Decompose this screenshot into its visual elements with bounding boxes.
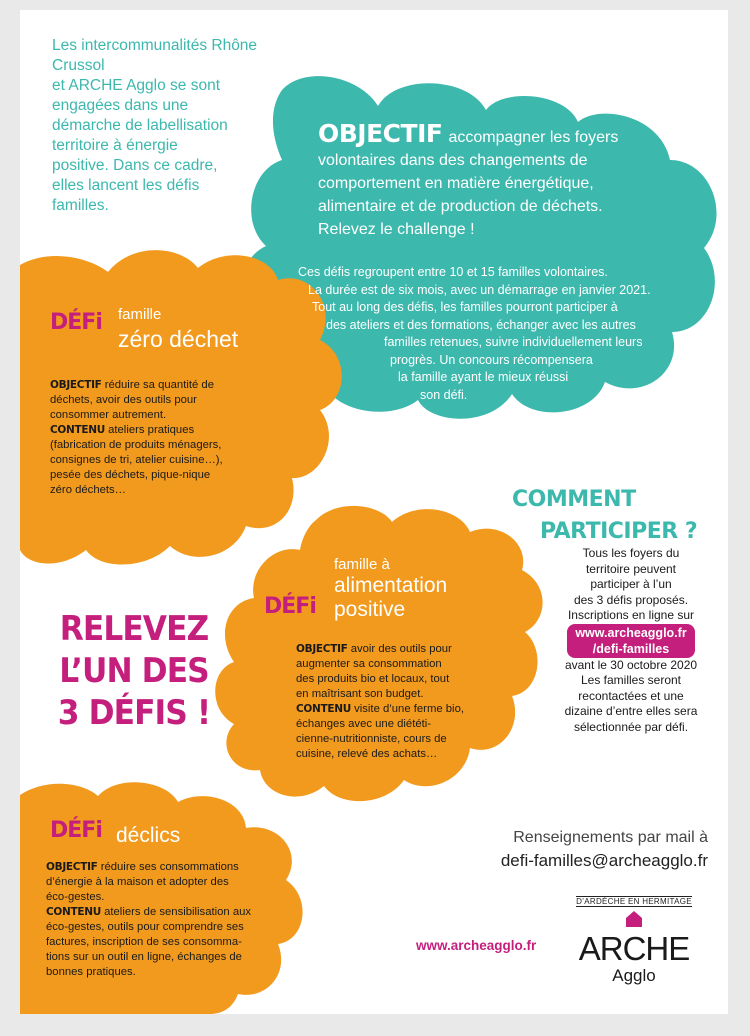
relevez-line: 3 DÉFIS ! [57,693,211,733]
intro-line: engagées dans une [52,97,189,114]
card-line: ateliers de sensibilisation aux [100,906,252,918]
poster-page [20,10,728,1014]
inscription-link-line: www.archeagglo.fr [575,625,687,640]
card-line: cienne-nutritionniste, cours de [296,733,447,745]
card-line: bonnes pratiques. [46,966,136,978]
label-contenu: CONTENU [50,424,105,436]
card-line: pesée des déchets, pique-nique [50,469,211,481]
defi-alim-name2: positive [334,598,406,621]
card-line: en maîtrisant son budget. [296,688,424,700]
comment-title-line: COMMENT [512,487,636,512]
defi-declics-text [46,860,298,980]
intro-line: démarche de labellisation [52,117,228,134]
contact-block [440,826,708,872]
card-line: réduire sa quantité de [101,379,214,391]
defi-alim-name1: alimentation [334,574,448,597]
details-line: Ces défis regroupent entre 10 et 15 familles volontaires. [298,265,608,279]
logo-agglo: Agglo [612,966,656,985]
relevez-line: RELEVEZ [59,609,209,649]
comment-title-line: PARTICIPER ? [540,519,698,544]
objectif-line: alimentaire et de production de déchets. [318,198,603,215]
relevez-heading [42,608,226,734]
comment-line: recontactées et une [578,688,684,703]
card-line: (fabrication de produits ménagers, [50,439,222,451]
logo-house-icon [624,908,644,928]
details-line: La durée est de six mois, avec un démarrage en janvier 2021. [308,282,651,297]
defi-alim-text [296,642,496,762]
label-contenu: CONTENU [296,703,351,715]
card-line: zéro déchets… [50,484,126,496]
inscription-link[interactable] [567,624,694,658]
card-line: factures, inscription de ses consomma- [46,936,242,948]
card-line: réduire ses consommations [97,861,239,873]
comment-participer-text [546,546,716,735]
objectif-line: volontaires dans des changements de [318,152,588,169]
defi-declics-name: déclics [116,824,181,847]
defi-zero-tag: DÉFi [50,310,102,335]
card-line: ateliers pratiques [104,424,195,436]
defi-alim-famille: famille à [334,556,390,573]
objectif-line: accompagner les foyers [448,129,619,146]
details-line: progrès. Un concours récompensera [390,352,593,367]
comment-line: Les familles seront [580,673,682,687]
card-line: déchets, avoir des outils pour [50,394,197,406]
defi-alim-tag: DÉFi [264,594,316,619]
card-line: des produits bio et locaux, tout [296,673,450,685]
comment-line: dizaine d’entre elles sera [564,704,698,718]
details-line: la famille ayant le mieux réussi [398,370,569,384]
card-line: éco-gestes. [46,891,105,903]
card-line: avoir des outils pour [347,643,452,655]
inscription-link-line: /defi-familles [592,641,670,656]
details-line: son défi. [420,387,468,402]
details-line: des ateliers et des formations, échanger avec les autres [326,317,636,332]
card-line: visite d’une ferme bio, [350,703,464,715]
objectif-line: comportement en matière énergétique, [318,175,594,192]
comment-line: avant le 30 octobre 2020 [564,657,698,672]
label-contenu: CONTENU [46,906,101,918]
intro-line: Les intercommunalités Rhône Crussol [52,37,258,74]
card-line: éco-gestes, outils pour comprendre ses [46,921,244,933]
card-line: d’énergie à la maison et adopter des [46,876,229,888]
comment-line: Inscriptions en ligne sur [567,608,695,622]
card-line: échanges avec une diététi- [296,718,432,730]
details-line: familles retenues, suivre individuellement leurs [384,335,643,349]
label-objectif: OBJECTIF [296,643,348,655]
label-objectif: OBJECTIF [50,379,102,391]
comment-line: des 3 défis proposés. [573,592,689,607]
card-line: cuisine, relevé des achats… [296,748,438,760]
details-line: Tout au long des défis, les familles pourront participer à [312,300,618,314]
defi-alim-header [264,594,316,619]
comment-line: territoire peuvent [585,561,677,576]
defi-zero-name: zéro déchet [118,326,239,352]
contact-label: Renseignements par mail à [513,829,708,846]
card-line: consommer autrement. [50,409,167,421]
details-text [290,264,690,404]
card-line: consignes de tri, atelier cuisine…), [50,454,223,466]
relevez-line: L’UN DES [59,651,209,691]
defi-declics-tag: DÉFi [50,818,102,843]
comment-participer-title [512,484,712,548]
intro-text [52,36,282,216]
intro-line: elles lancent les défis [52,177,200,194]
comment-line: Tous les foyers du [582,546,680,560]
comment-line: participer à l’un [590,577,672,591]
intro-line: positive. Dans ce cadre, [52,157,218,174]
intro-line: territoire à énergie [52,137,178,154]
defi-zero-famille: famille [118,306,162,323]
logo-tagline: D’ARDÈCHE EN HERMITAGE [576,897,692,906]
objectif-line: Relevez le challenge ! [318,221,475,238]
contact-email-link[interactable]: defi-familles@archeagglo.fr [500,851,708,870]
logo-arche: ARCHE [578,930,690,967]
objectif-block [318,119,678,241]
footer-url-link[interactable]: www.archeagglo.fr [416,938,537,953]
label-objectif: OBJECTIF [46,861,98,873]
objectif-title: OBJECTIF [318,119,443,148]
intro-line: familles. [52,197,109,214]
card-line: augmenter sa consommation [296,658,442,670]
defi-zero-text [50,378,280,498]
intro-line: et ARCHE Agglo se sont [52,77,221,94]
comment-line: sélectionnée par défi. [573,719,689,734]
defi-zero-header [50,310,102,335]
card-line: tions sur un outil en ligne, échanges de [46,951,242,963]
defi-declics-header [50,818,102,843]
